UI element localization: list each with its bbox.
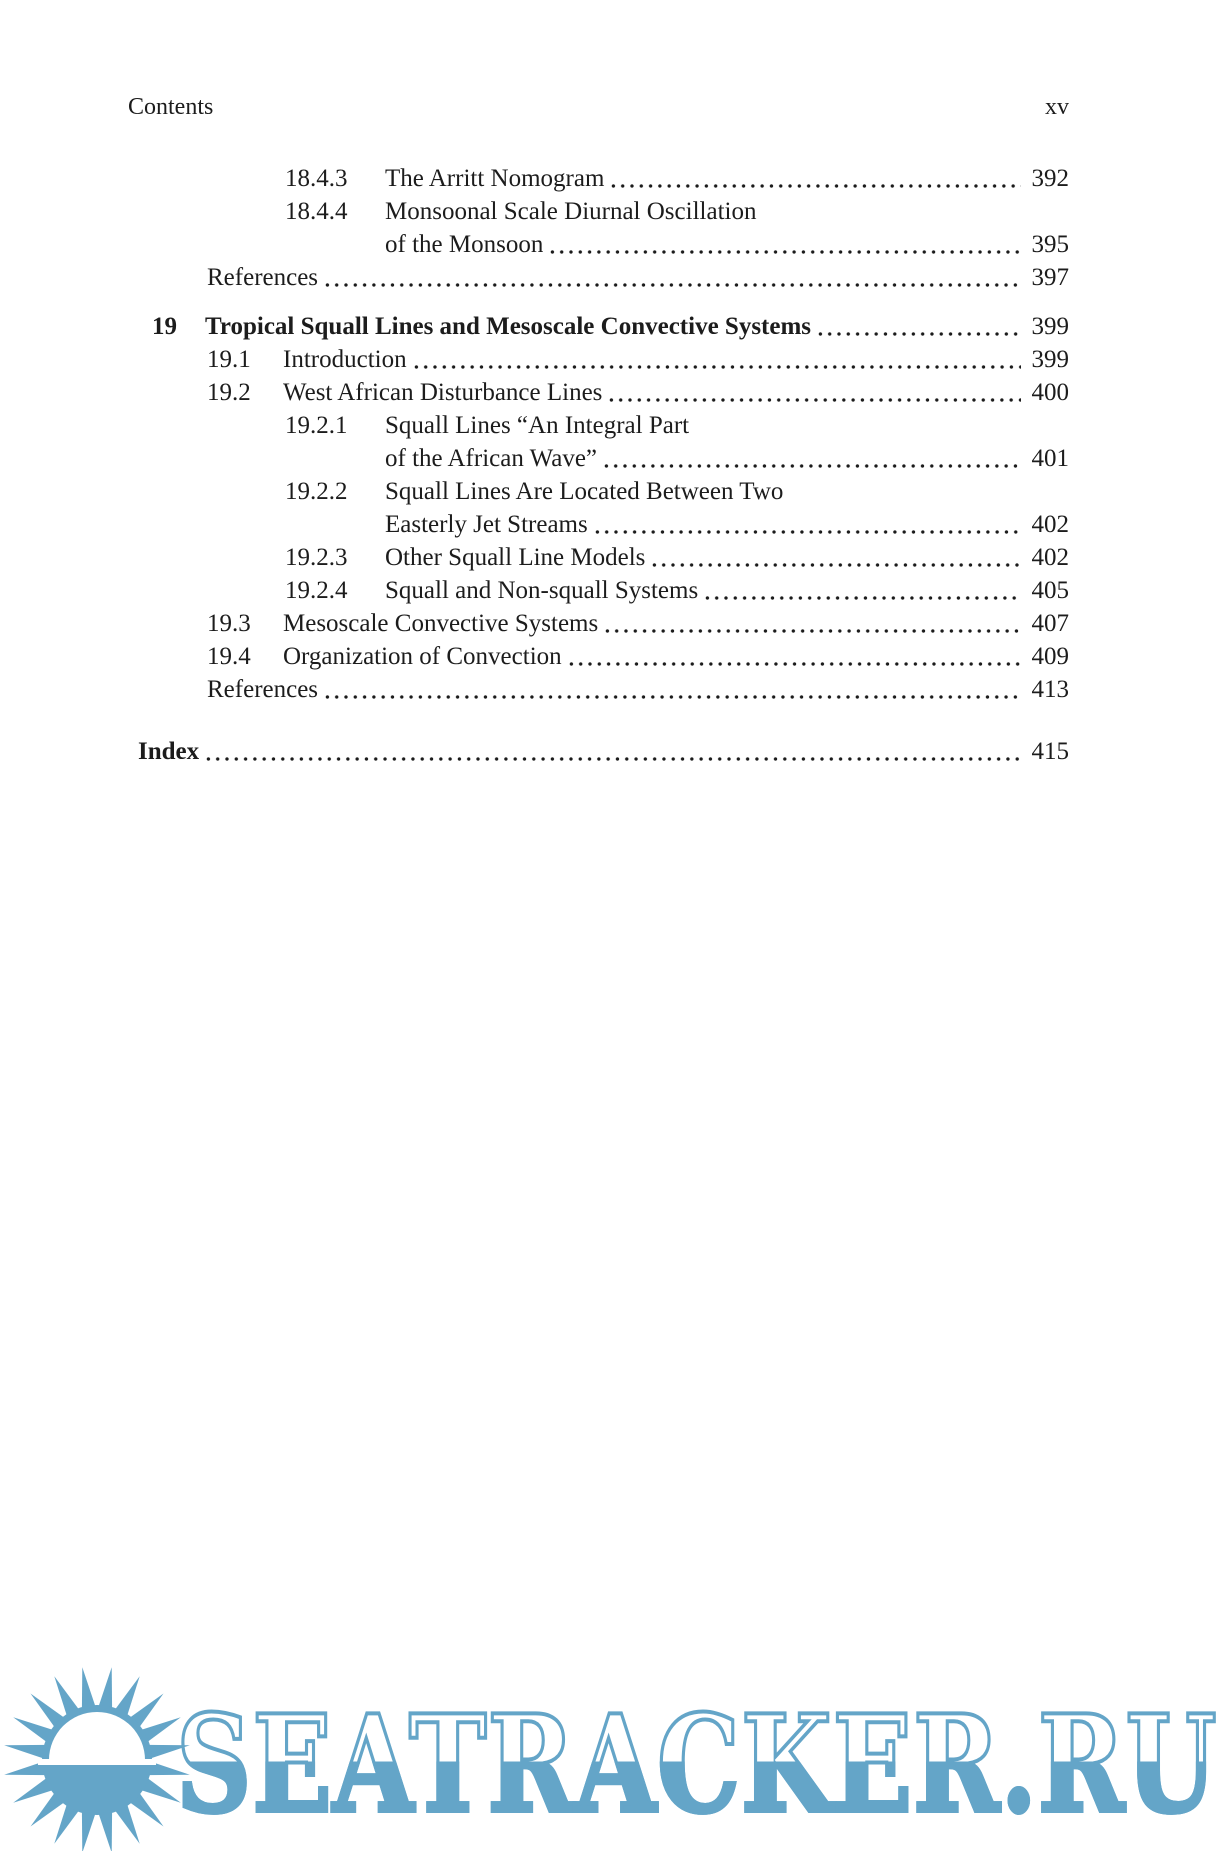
toc-entry bbox=[128, 195, 1069, 261]
toc-entry bbox=[128, 541, 1069, 574]
toc-entry bbox=[128, 673, 1069, 706]
toc-entry-title: Index bbox=[138, 738, 200, 765]
toc-entry bbox=[128, 574, 1069, 607]
toc-entry-title: Organization of Convection bbox=[283, 643, 562, 670]
toc-entry-page: 400 bbox=[1031, 379, 1069, 406]
dot-leader bbox=[705, 595, 1021, 601]
toc-entry bbox=[128, 376, 1069, 409]
toc-entry-page: 402 bbox=[1031, 511, 1069, 538]
toc-entry-number: 18.4.4 bbox=[285, 198, 348, 225]
toc-entry-page: 415 bbox=[1031, 738, 1069, 765]
toc-entry-title: Squall Lines “An Integral Part bbox=[385, 412, 690, 439]
toc-entry-title: Easterly Jet Streams bbox=[385, 511, 588, 538]
toc-entry-number: 19.1 bbox=[207, 346, 251, 373]
toc-entry-number: 19.2.2 bbox=[285, 478, 348, 505]
dot-leader bbox=[595, 529, 1021, 535]
toc-entry-title: Other Squall Line Models bbox=[385, 544, 646, 571]
dot-leader bbox=[325, 282, 1021, 288]
watermark-text: SEATRACKER.RU bbox=[176, 1685, 1218, 1843]
toc-entry-page: 399 bbox=[1031, 313, 1069, 340]
dot-leader bbox=[611, 183, 1021, 189]
toc-entry bbox=[128, 607, 1069, 640]
toc-entry bbox=[128, 162, 1069, 195]
dot-leader bbox=[414, 364, 1021, 370]
toc-entry-number: 18.4.3 bbox=[285, 165, 348, 192]
toc-entry-page: 405 bbox=[1031, 577, 1069, 604]
toc-entry-title: References bbox=[207, 264, 319, 291]
toc-entry-number: 19.2 bbox=[207, 379, 251, 406]
toc-entry-title: of the Monsoon bbox=[385, 231, 544, 258]
toc-entry-page: 392 bbox=[1031, 165, 1069, 192]
toc-entry-number: 19.2.1 bbox=[285, 412, 348, 439]
toc-entry-number: 19.2.3 bbox=[285, 544, 348, 571]
toc-entry-number: 19.3 bbox=[207, 610, 251, 637]
toc-entry bbox=[128, 310, 1069, 343]
contents-label: Contents bbox=[128, 94, 214, 120]
toc-entry bbox=[128, 261, 1069, 294]
toc-entry-page: 397 bbox=[1031, 264, 1069, 291]
toc-entry-title: Tropical Squall Lines and Mesoscale Convective Systems bbox=[205, 313, 812, 340]
toc-entry bbox=[128, 343, 1069, 376]
toc-entry-title: Monsoonal Scale Diurnal Oscillation bbox=[385, 198, 757, 225]
toc-entry bbox=[128, 640, 1069, 673]
dot-leader bbox=[605, 628, 1021, 634]
toc-entry-page: 401 bbox=[1031, 445, 1069, 472]
toc-entry-page: 395 bbox=[1031, 231, 1069, 258]
dot-leader bbox=[325, 694, 1021, 700]
toc-list bbox=[128, 162, 1069, 768]
toc-entry-title: Squall and Non-squall Systems bbox=[385, 577, 699, 604]
toc-entry-title: Introduction bbox=[283, 346, 407, 373]
toc-entry-number: 19.2.4 bbox=[285, 577, 348, 604]
toc-entry-number: 19 bbox=[152, 313, 177, 340]
dot-leader bbox=[206, 756, 1021, 762]
toc-entry-title: Mesoscale Convective Systems bbox=[283, 610, 599, 637]
toc-entry-title: The Arritt Nomogram bbox=[385, 165, 605, 192]
dot-leader bbox=[818, 331, 1021, 337]
toc-entry bbox=[128, 409, 1069, 475]
dot-leader bbox=[609, 397, 1021, 403]
toc-entry-title: References bbox=[207, 676, 319, 703]
toc-entry-title: of the African Wave” bbox=[385, 445, 598, 472]
toc-entry bbox=[128, 735, 1069, 768]
page-header bbox=[128, 92, 1069, 122]
toc-entry-page: 399 bbox=[1031, 346, 1069, 373]
toc-entry-page: 407 bbox=[1031, 610, 1069, 637]
toc-entry-title: West African Disturbance Lines bbox=[283, 379, 603, 406]
sun-icon bbox=[2, 1665, 192, 1851]
toc-entry bbox=[128, 475, 1069, 541]
dot-leader bbox=[550, 249, 1021, 255]
page-roman-numeral: xv bbox=[1045, 94, 1069, 120]
page-content bbox=[0, 0, 1221, 768]
toc-entry-title: Squall Lines Are Located Between Two bbox=[385, 478, 784, 505]
toc-entry-page: 402 bbox=[1031, 544, 1069, 571]
toc-entry-page: 413 bbox=[1031, 676, 1069, 703]
dot-leader bbox=[604, 463, 1021, 469]
toc-entry-number: 19.4 bbox=[207, 643, 251, 670]
dot-leader bbox=[652, 562, 1021, 568]
toc-entry-page: 409 bbox=[1031, 643, 1069, 670]
dot-leader bbox=[569, 661, 1021, 667]
